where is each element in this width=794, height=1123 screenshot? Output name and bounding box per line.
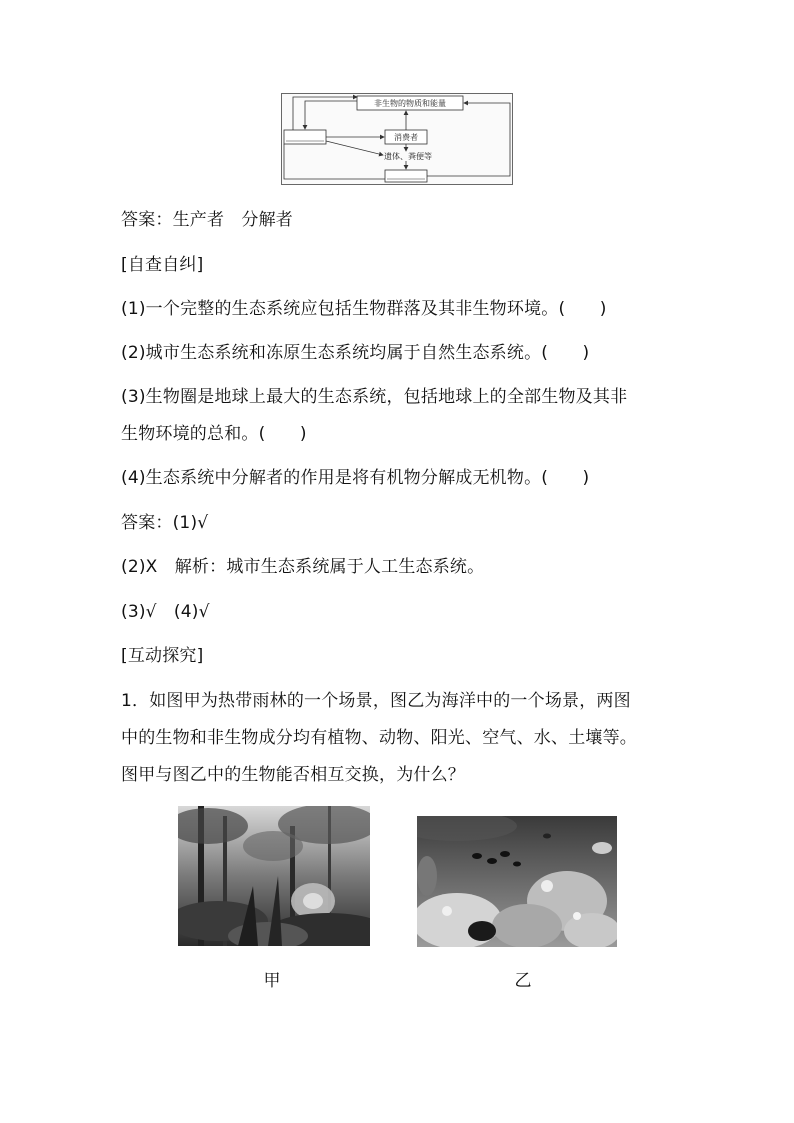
question-4: (4)生态系统中分解者的作用是将有机物分解成无机物。( ) [121,468,590,488]
question-2: (2)城市生态系统和冻原生态系统均属于自然生态系统。( ) [121,343,590,363]
abiotic-box-label: 非生物的物质和能量 [374,99,446,108]
answer-3-4: (3)√ (4)√ [121,602,210,622]
caption-yi: 乙 [514,971,532,991]
consumer-box-label: 消费者 [394,133,418,142]
coral-reef-photo [417,816,617,947]
ecosystem-diagram-svg [281,93,513,185]
producer-blank-box [284,130,326,144]
caption-jia: 甲 [263,971,281,991]
rainforest-photo [178,806,370,946]
problem-1-line-1: 1．如图甲为热带雨林的一个场景，图乙为海洋中的一个场景，两图 [121,691,631,711]
remains-label: 遗体、粪便等 [384,152,432,161]
answer-1: 答案：(1)√ [121,513,209,533]
question-1: (1)一个完整的生态系统应包括生物群落及其非生物环境。( ) [121,299,607,319]
answer-producer-decomposer: 答案：生产者 分解者 [121,210,293,230]
problem-1-line-3: 图甲与图乙中的生物能否相互交换，为什么？ [121,765,465,785]
ecosystem-diagram [281,93,513,185]
section-self-check: [自查自纠] [121,255,204,275]
question-3-line-2: 生物环境的总和。( ) [121,424,307,444]
problem-1-line-2: 中的生物和非生物成分均有植物、动物、阳光、空气、水、土壤等。 [121,728,637,748]
decomposer-blank-box [385,170,427,182]
answer-2-explanation: (2)X 解析：城市生态系统属于人工生态系统。 [121,557,485,577]
question-3-line-1: (3)生物圈是地球上最大的生态系统，包括地球上的全部生物及其非 [121,387,628,407]
section-explore: [互动探究] [121,646,204,666]
